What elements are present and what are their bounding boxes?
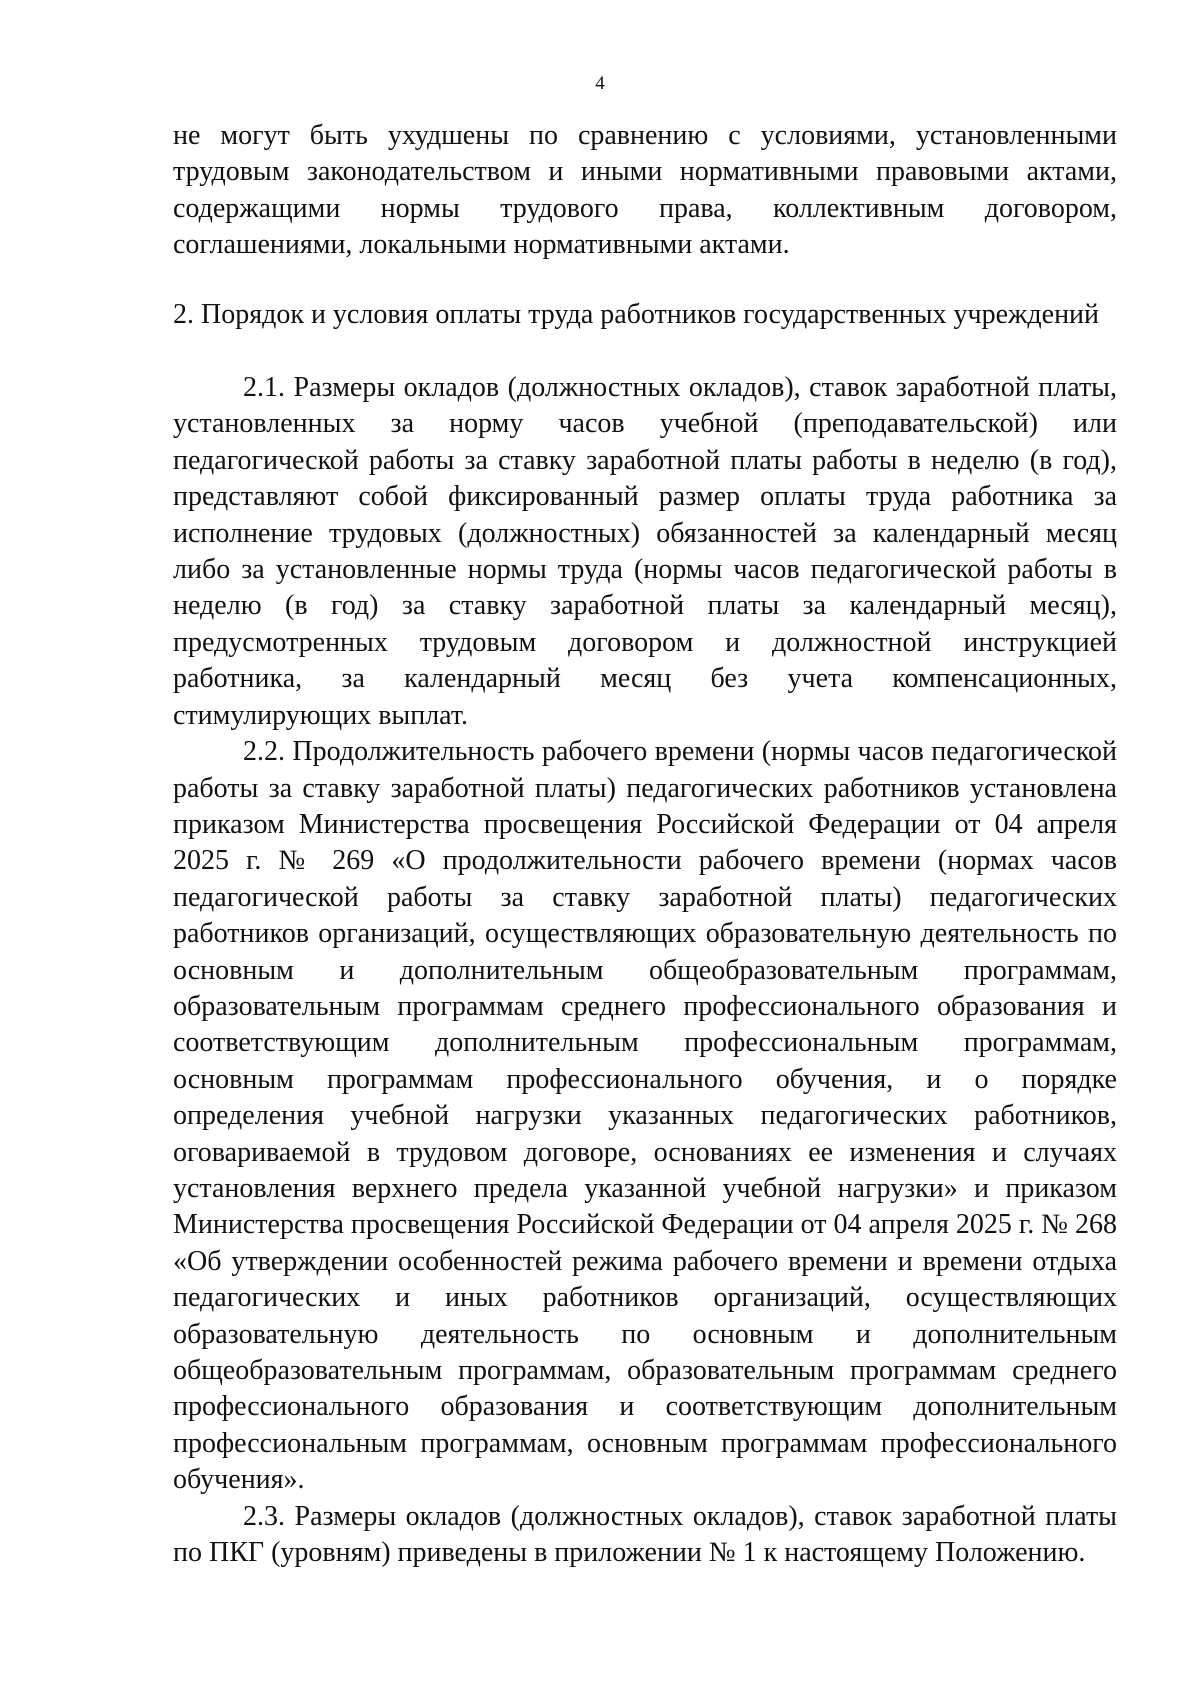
paragraph-2-1: 2.1. Размеры окладов (должностных окладов), ставок заработной платы, установленных за норму часов учебной (преподавательской) или педагогической работы за ставку заработной платы работы в неделю (в год), представляют собой фиксированный размер оплаты труда работника за исполнение трудовых (должностных) обязанностей за календарный месяц либо за установленные нормы труда (нормы часов педагогической работы в неделю (в год) за ставку заработной платы за календарный месяц), предусмотренных трудовым договором и должностной инструкцией работника, за календарный месяц без учета компенсационных, стимулирующих выплат.	[173, 372, 1117, 731]
document-body	[173, 118, 1117, 1571]
paragraph-2-3: 2.3. Размеры окладов (должностных окладов), ставок заработной платы по ПКГ (уровням) приведены в приложении № 1 к настоящему Положению.	[173, 1500, 1117, 1569]
paragraph-continuation: не могут быть ухудшены по сравнению с условиями, установленными трудовым законодательством и иными нормативными правовыми актами, содержащими нормы трудового права, коллективным договором, соглашениями, локальными нормативными актами.	[173, 120, 1117, 261]
paragraph-2-2: 2.2. Продолжительность рабочего времени (нормы часов педагогической работы за ставку заработной платы) педагогических работников установлена приказом Министерства просвещения Российской Федерации от 04 апреля 2025 г. № 269 «О продолжительности рабочего времени (нормах часов педагогической работы за ставку заработной платы) педагогических работников организаций, осуществляющих образовательную деятельность по основным и дополнительным общеобразовательным программам, образовательным программам среднего профессионального образования и соответствующим дополнительным профессиональным программам, основным программам профессионального обучения, и о порядке определения учебной нагрузки указанных педагогических работников, оговариваемой в трудовом договоре, основаниях ее изменения и случаях установления верхнего предела указанной учебной нагрузки» и приказом Министерства просвещения Российской Федерации от 04 апреля 2025 г. № 268 «Об утверждении особенностей режима рабочего времени и времени отдыха педагогических и иных работников организаций, осуществляющих образовательную деятельность по основным и дополнительным общеобразовательным программам, образовательным программам среднего профессионального образования и соответствующим дополнительным профессиональным программам, основным программам профессионального обучения».	[173, 736, 1117, 1496]
page-number: 4	[595, 73, 605, 94]
section-heading: 2. Порядок и условия оплаты труда работников государственных учреждений	[173, 298, 1100, 330]
